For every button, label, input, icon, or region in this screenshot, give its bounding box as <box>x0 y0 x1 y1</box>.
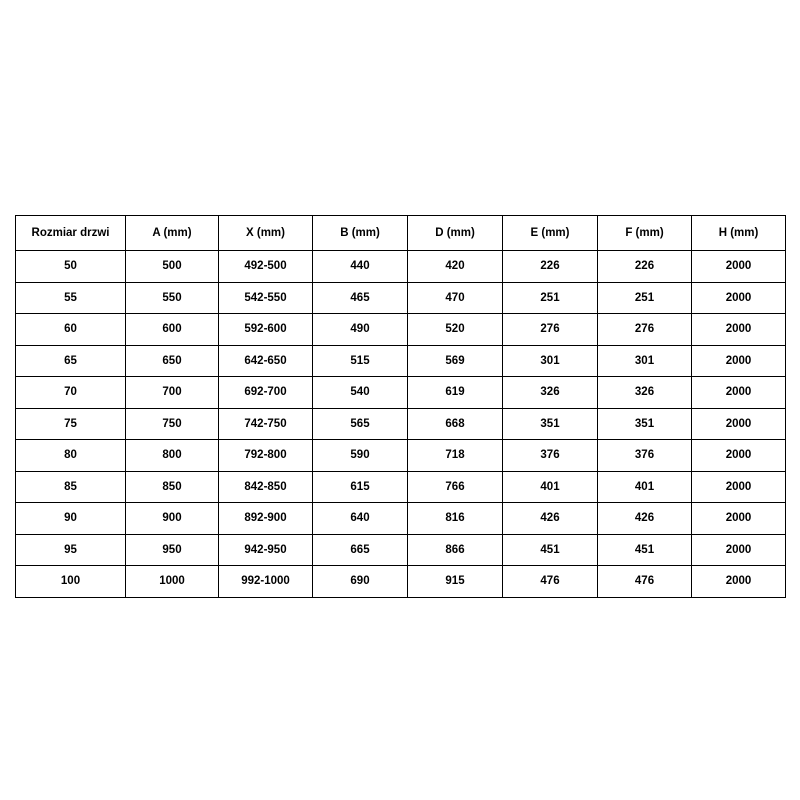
cell-f: 276 <box>598 314 692 346</box>
cell-b: 615 <box>313 471 408 503</box>
cell-h: 2000 <box>692 408 786 440</box>
cell-b: 665 <box>313 534 408 566</box>
cell-e: 301 <box>503 345 598 377</box>
cell-x: 492-500 <box>219 251 313 283</box>
column-header-x: X (mm) <box>219 216 313 251</box>
cell-e: 351 <box>503 408 598 440</box>
cell-f: 301 <box>598 345 692 377</box>
cell-d: 668 <box>408 408 503 440</box>
cell-door-size: 100 <box>16 566 126 598</box>
cell-f: 426 <box>598 503 692 535</box>
table-row <box>16 345 786 377</box>
cell-d: 520 <box>408 314 503 346</box>
cell-h: 2000 <box>692 503 786 535</box>
cell-f: 476 <box>598 566 692 598</box>
cell-e: 376 <box>503 440 598 472</box>
cell-d: 420 <box>408 251 503 283</box>
column-header-f: F (mm) <box>598 216 692 251</box>
cell-x: 942-950 <box>219 534 313 566</box>
cell-a: 850 <box>126 471 219 503</box>
cell-f: 226 <box>598 251 692 283</box>
table-row <box>16 251 786 283</box>
cell-door-size: 95 <box>16 534 126 566</box>
cell-h: 2000 <box>692 534 786 566</box>
cell-e: 401 <box>503 471 598 503</box>
specification-table <box>15 215 786 598</box>
table-row <box>16 503 786 535</box>
cell-e: 276 <box>503 314 598 346</box>
cell-x: 742-750 <box>219 408 313 440</box>
cell-h: 2000 <box>692 566 786 598</box>
cell-f: 451 <box>598 534 692 566</box>
column-header-door-size: Rozmiar drzwi <box>16 216 126 251</box>
cell-a: 1000 <box>126 566 219 598</box>
table-row <box>16 566 786 598</box>
cell-e: 476 <box>503 566 598 598</box>
cell-b: 590 <box>313 440 408 472</box>
column-header-e: E (mm) <box>503 216 598 251</box>
cell-a: 800 <box>126 440 219 472</box>
cell-a: 900 <box>126 503 219 535</box>
cell-e: 426 <box>503 503 598 535</box>
cell-d: 915 <box>408 566 503 598</box>
table-row <box>16 440 786 472</box>
cell-h: 2000 <box>692 345 786 377</box>
cell-door-size: 70 <box>16 377 126 409</box>
cell-f: 376 <box>598 440 692 472</box>
cell-door-size: 60 <box>16 314 126 346</box>
cell-e: 251 <box>503 282 598 314</box>
cell-h: 2000 <box>692 251 786 283</box>
cell-a: 650 <box>126 345 219 377</box>
cell-door-size: 55 <box>16 282 126 314</box>
cell-x: 792-800 <box>219 440 313 472</box>
cell-e: 226 <box>503 251 598 283</box>
cell-door-size: 90 <box>16 503 126 535</box>
table-row <box>16 377 786 409</box>
cell-x: 642-650 <box>219 345 313 377</box>
cell-h: 2000 <box>692 440 786 472</box>
cell-d: 470 <box>408 282 503 314</box>
cell-door-size: 65 <box>16 345 126 377</box>
table-row <box>16 314 786 346</box>
cell-f: 401 <box>598 471 692 503</box>
table-row <box>16 471 786 503</box>
cell-door-size: 80 <box>16 440 126 472</box>
cell-x: 992-1000 <box>219 566 313 598</box>
cell-b: 540 <box>313 377 408 409</box>
cell-d: 766 <box>408 471 503 503</box>
specification-table-container <box>15 215 785 598</box>
cell-d: 816 <box>408 503 503 535</box>
cell-e: 326 <box>503 377 598 409</box>
table-row <box>16 408 786 440</box>
cell-h: 2000 <box>692 377 786 409</box>
cell-e: 451 <box>503 534 598 566</box>
cell-a: 550 <box>126 282 219 314</box>
cell-door-size: 75 <box>16 408 126 440</box>
column-header-b: B (mm) <box>313 216 408 251</box>
cell-d: 718 <box>408 440 503 472</box>
cell-f: 326 <box>598 377 692 409</box>
cell-b: 440 <box>313 251 408 283</box>
cell-d: 619 <box>408 377 503 409</box>
cell-b: 465 <box>313 282 408 314</box>
cell-h: 2000 <box>692 314 786 346</box>
cell-a: 600 <box>126 314 219 346</box>
table-header <box>16 216 786 251</box>
cell-h: 2000 <box>692 282 786 314</box>
cell-b: 490 <box>313 314 408 346</box>
cell-x: 892-900 <box>219 503 313 535</box>
cell-d: 569 <box>408 345 503 377</box>
column-header-h: H (mm) <box>692 216 786 251</box>
cell-f: 351 <box>598 408 692 440</box>
cell-x: 542-550 <box>219 282 313 314</box>
cell-h: 2000 <box>692 471 786 503</box>
cell-x: 592-600 <box>219 314 313 346</box>
column-header-a: A (mm) <box>126 216 219 251</box>
cell-x: 692-700 <box>219 377 313 409</box>
cell-d: 866 <box>408 534 503 566</box>
cell-a: 750 <box>126 408 219 440</box>
table-row <box>16 534 786 566</box>
cell-a: 700 <box>126 377 219 409</box>
table-body <box>16 251 786 598</box>
cell-b: 640 <box>313 503 408 535</box>
cell-door-size: 85 <box>16 471 126 503</box>
cell-a: 950 <box>126 534 219 566</box>
cell-x: 842-850 <box>219 471 313 503</box>
table-header-row <box>16 216 786 251</box>
cell-f: 251 <box>598 282 692 314</box>
cell-b: 690 <box>313 566 408 598</box>
column-header-d: D (mm) <box>408 216 503 251</box>
cell-a: 500 <box>126 251 219 283</box>
cell-door-size: 50 <box>16 251 126 283</box>
cell-b: 565 <box>313 408 408 440</box>
table-row <box>16 282 786 314</box>
cell-b: 515 <box>313 345 408 377</box>
